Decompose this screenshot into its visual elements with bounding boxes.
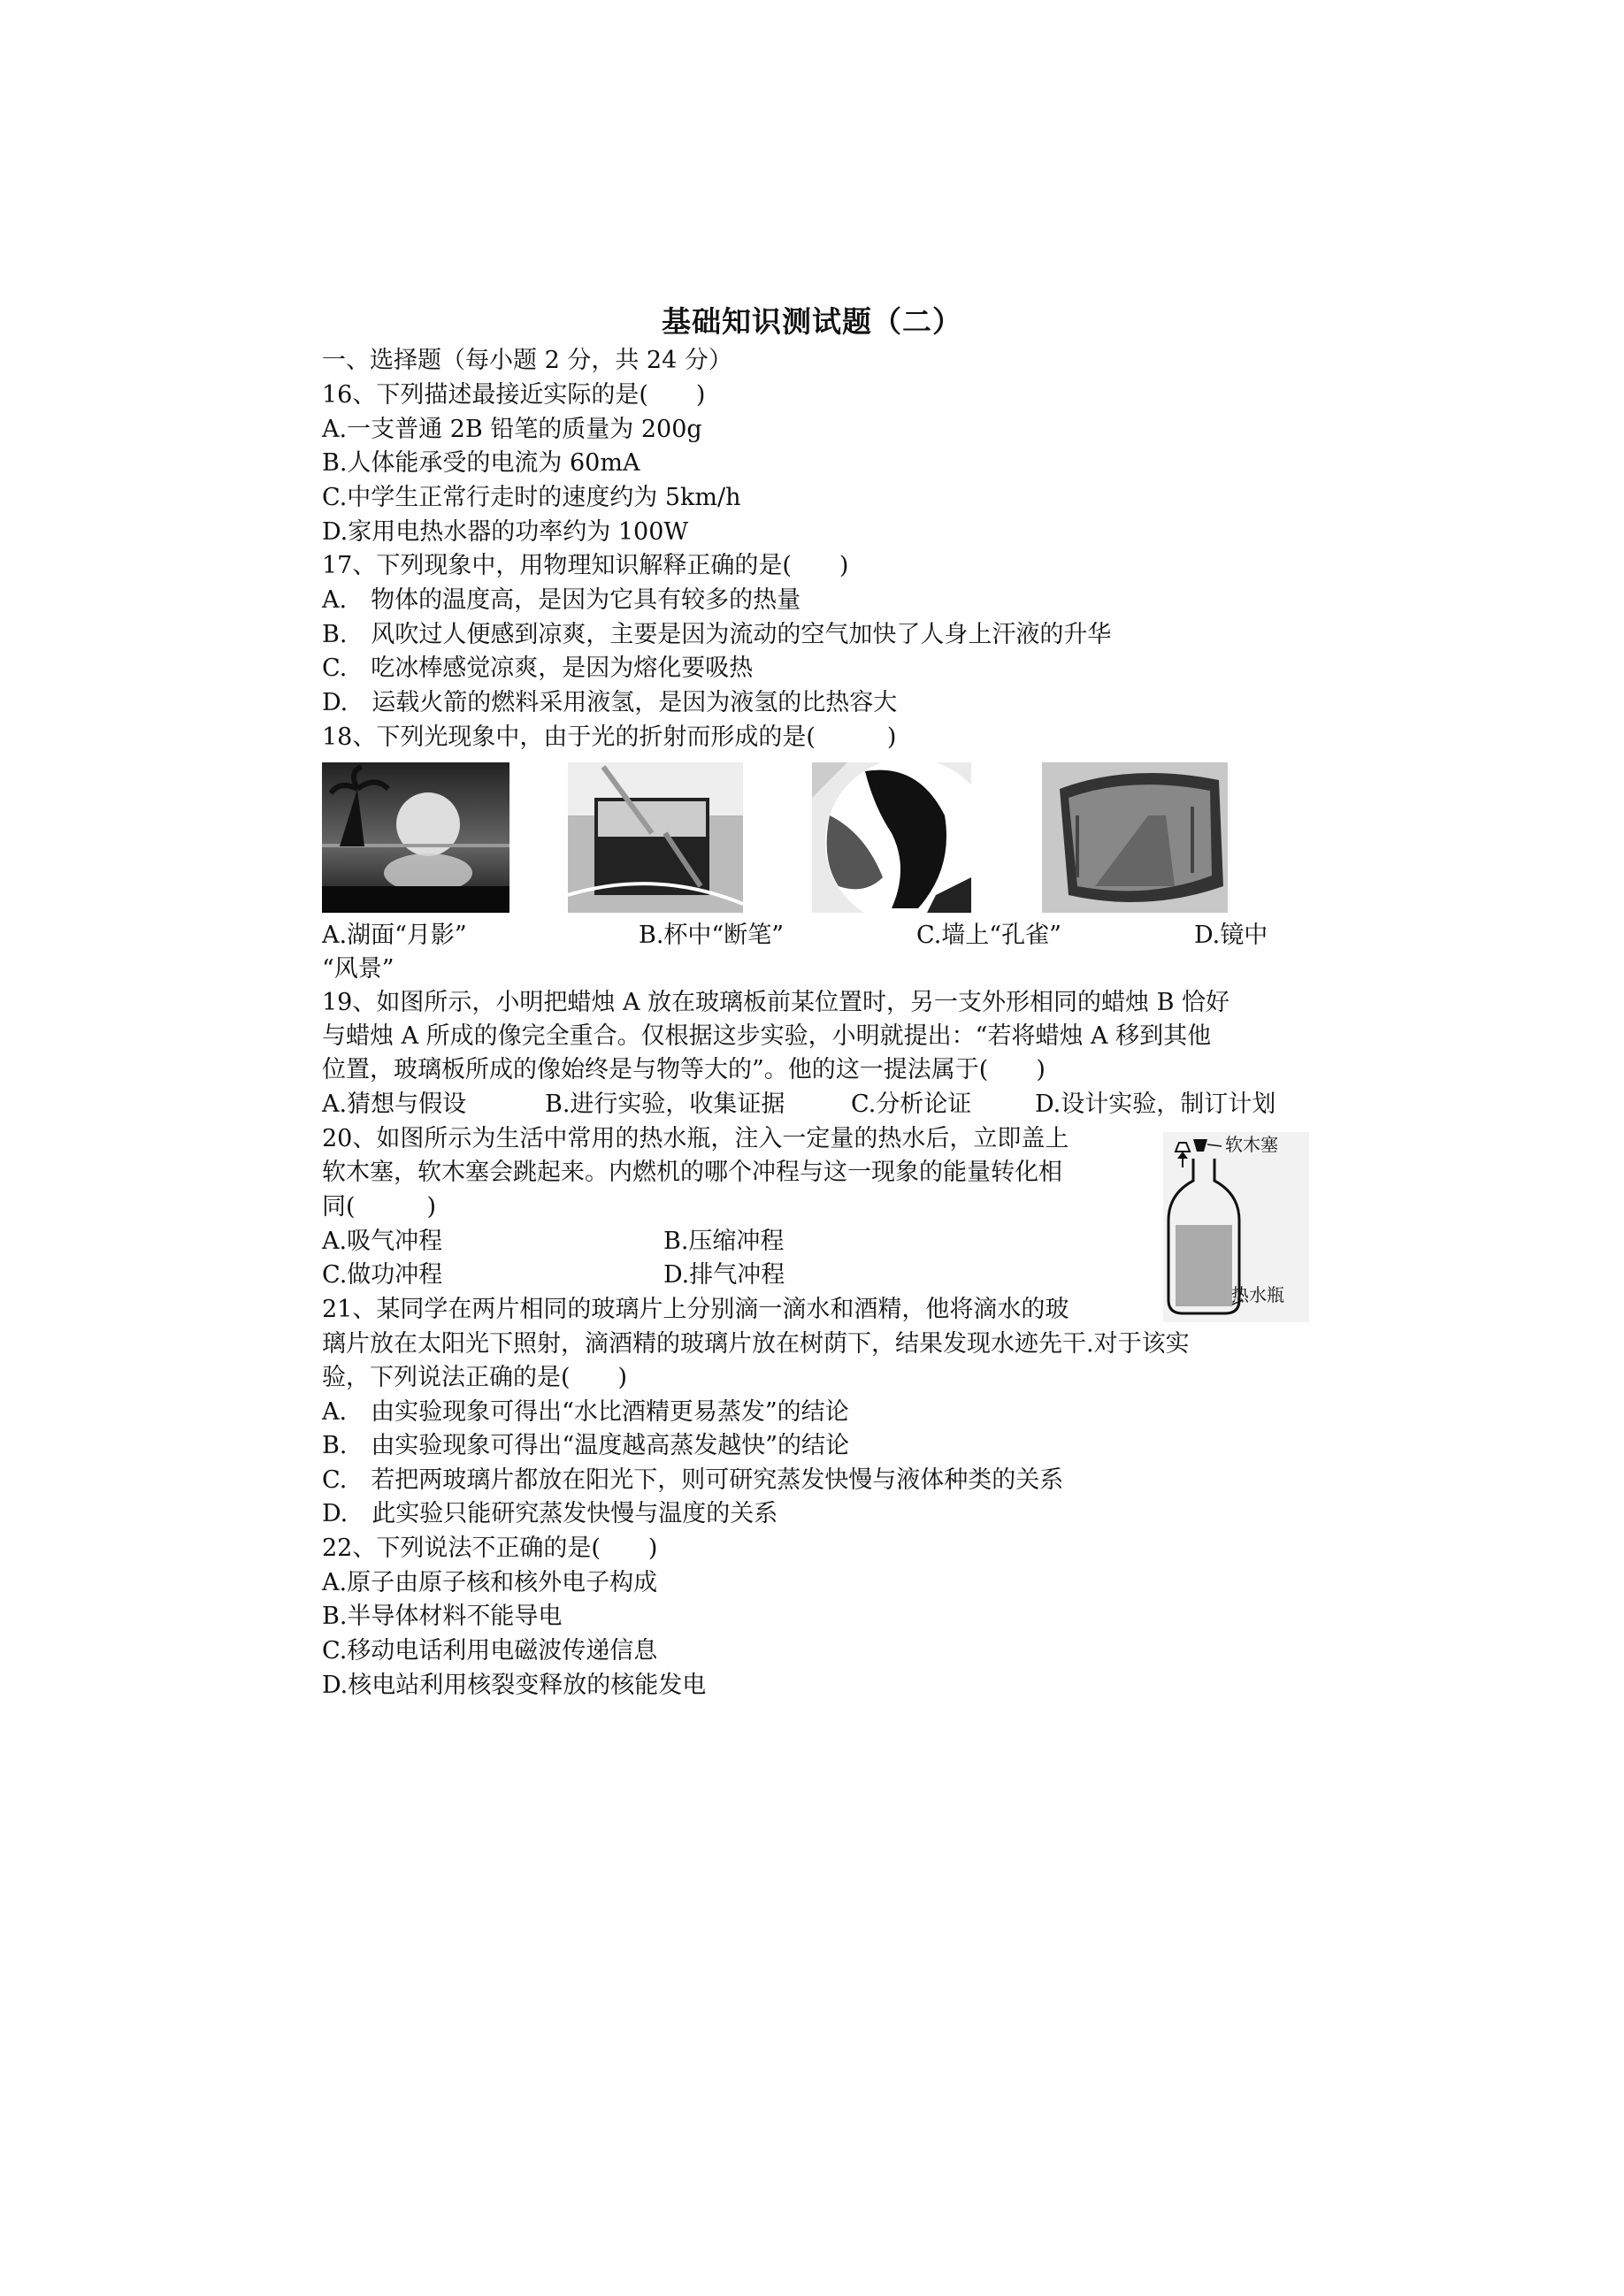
q18-caption-d-wrap: “风景” [322, 955, 395, 983]
page-title: 基础知识测试题（二） [662, 304, 962, 339]
q18-stem: 18、下列光现象中，由于光的折射而形成的是( ) [322, 723, 897, 751]
q19-option-a: A.猜想与假设 [322, 1091, 467, 1118]
q21-option-d: D. 此实验只能研究蒸发快慢与温度的关系 [322, 1500, 778, 1527]
q16-option-d: D.家用电热水器的功率约为 100W [322, 518, 689, 546]
q21-option-a: A. 由实验现象可得出“水比酒精更易蒸发”的结论 [322, 1398, 849, 1426]
lake-moon-image [322, 762, 509, 913]
q19-option-d: D.设计实验，制订计划 [1035, 1091, 1276, 1118]
q17-option-b: B. 风吹过人便感到凉爽，主要是因为流动的空气加快了人身上汗液的升华 [322, 621, 1112, 648]
q18-caption-c: C.墙上“孔雀” [916, 922, 1061, 949]
q21-option-c: C. 若把两玻璃片都放在阳光下，则可研究蒸发快慢与液体种类的关系 [322, 1466, 1064, 1494]
q22-option-c: C.移动电话利用电磁波传递信息 [322, 1637, 658, 1665]
q19-option-b: B.进行实验，收集证据 [545, 1091, 785, 1118]
q22-option-b: B.半导体材料不能导电 [322, 1603, 563, 1630]
section-heading: 一、选择题（每小题 2 分，共 24 分） [322, 347, 732, 374]
q20-option-d: D.排气冲程 [663, 1261, 785, 1289]
q22-option-a: A.原子由原子核和核外电子构成 [322, 1569, 658, 1596]
shadow-peacock-image [812, 762, 971, 913]
q16-stem: 16、下列描述最接近实际的是( ) [322, 381, 706, 409]
q17-option-a: A. 物体的温度高，是因为它具有较多的热量 [322, 586, 801, 614]
thermos-label: 热水瓶 [1231, 1284, 1284, 1305]
q22-stem: 22、下列说法不正确的是( ) [322, 1534, 658, 1562]
q20-option-a: A.吸气冲程 [322, 1228, 443, 1255]
q16-option-c: C.中学生正常行走时的速度约为 5km/h [322, 484, 741, 511]
q18-caption-d: D.镜中 [1194, 922, 1268, 949]
q22-option-d: D.核电站利用核裂变释放的核能发电 [322, 1672, 707, 1699]
q17-option-d: D. 运载火箭的燃料采用液氢，是因为液氢的比热容大 [322, 689, 898, 716]
cork-label: 软木塞 [1225, 1134, 1278, 1155]
car-mirror-image [1042, 762, 1228, 913]
q19-line-1: 19、如图所示，小明把蜡烛 A 放在玻璃板前某位置时，另一支外形相同的蜡烛 B 恰好 [322, 989, 1230, 1016]
q21-line-1: 21、某同学在两片相同的玻璃片上分别滴一滴水和酒精，他将滴水的玻 [322, 1296, 1069, 1323]
q16-option-b: B.人体能承受的电流为 60mA [322, 449, 640, 477]
q20-line-2: 软木塞，软木塞会跳起来。内燃机的哪个冲程与这一现象的能量转化相 [322, 1159, 1062, 1186]
q19-option-c: C.分析论证 [851, 1091, 972, 1118]
q20-line-1: 20、如图所示为生活中常用的热水瓶，注入一定量的热水后，立即盖上 [322, 1125, 1069, 1152]
q21-line-2: 璃片放在太阳光下照射，滴酒精的玻璃片放在树荫下，结果发现水迹先干.对于该实 [322, 1330, 1190, 1358]
broken-pencil-image [568, 762, 743, 913]
q18-caption-b: B.杯中“断笔” [639, 922, 785, 949]
q20-line-3: 同( ) [322, 1193, 437, 1221]
q20-option-c: C.做功冲程 [322, 1261, 443, 1289]
q19-line-2: 与蜡烛 A 所成的像完全重合。仅根据这步实验，小明就提出：“若将蜡烛 A 移到其他 [322, 1022, 1212, 1050]
q21-option-b: B. 由实验现象可得出“温度越高蒸发越快”的结论 [322, 1432, 850, 1459]
q18-caption-a: A.湖面“月影” [322, 922, 467, 949]
q17-option-c: C. 吃冰棒感觉凉爽，是因为熔化要吸热 [322, 654, 754, 682]
q19-line-3: 位置，玻璃板所成的像始终是与物等大的”。他的这一提法属于( ) [322, 1056, 1046, 1083]
q17-stem: 17、下列现象中，用物理知识解释正确的是( ) [322, 552, 849, 579]
q16-option-a: A.一支普通 2B 铅笔的质量为 200g [322, 416, 702, 443]
q20-option-b: B.压缩冲程 [663, 1228, 785, 1255]
q21-line-3: 验，下列说法正确的是( ) [322, 1364, 628, 1391]
